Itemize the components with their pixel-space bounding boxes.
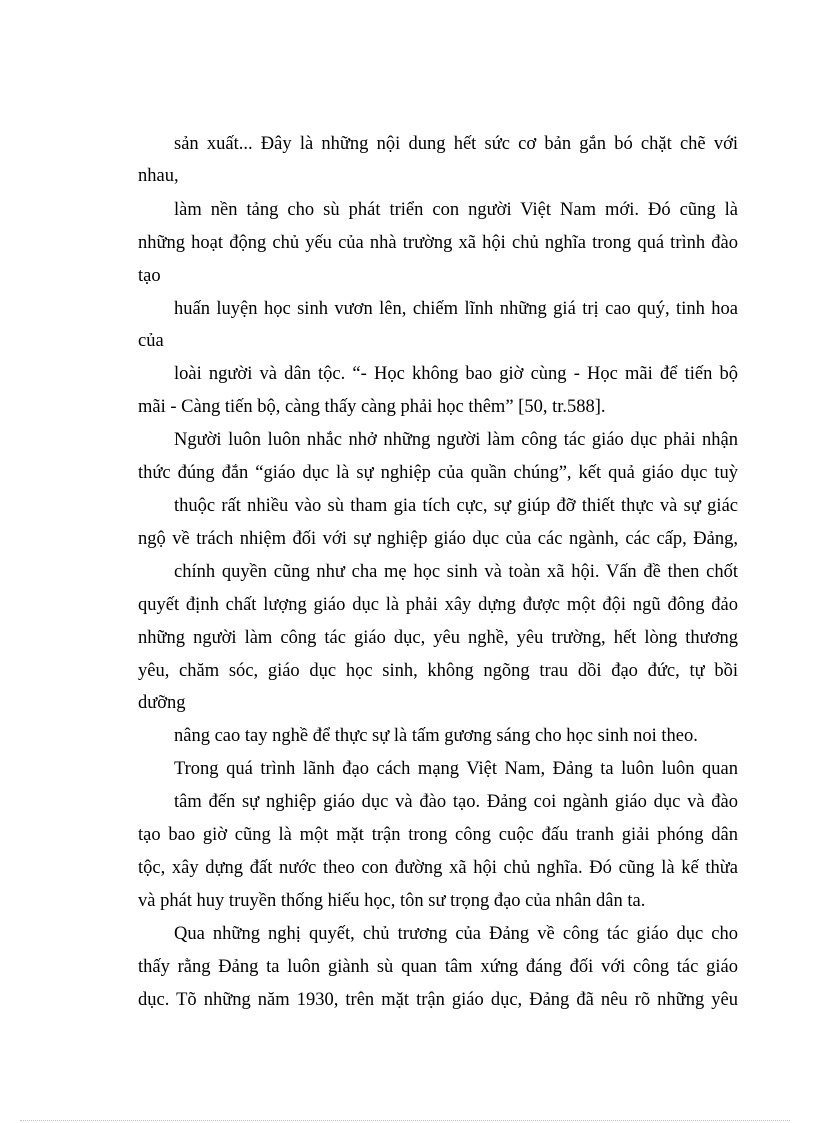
text-line: huấn luyện học sinh vươn lên, chiếm lĩnh những giá trị cao quý, tinh hoa — [174, 299, 738, 319]
text-line: tạo — [138, 266, 161, 286]
text-line: và phát huy truyền thống hiếu học, tôn sư trọng đạo của nhân dân ta. — [138, 891, 646, 911]
text-line: thấy rằng Đảng ta luôn giành sù quan tâm xứng đáng đối với công tác giáo — [138, 957, 738, 977]
text-line: những người làm công tác giáo dục, yêu nghề, yêu trường, hết lòng thương — [138, 628, 738, 648]
text-line: làm nền tảng cho sù phát triển con người Việt Nam mới. Đó cũng là — [174, 200, 738, 220]
page-bottom-divider — [20, 1120, 790, 1121]
text-line: nâng cao tay nghề để thực sự là tấm gương sáng cho học sinh noi theo. — [174, 726, 698, 746]
text-line: thức đúng đắn “giáo dục là sự nghiệp của quần chúng”, kết quả giáo dục tuỳ — [138, 463, 738, 483]
text-line: Qua những nghị quyết, chủ trương của Đảng về công tác giáo dục cho — [174, 924, 738, 944]
text-line: của — [138, 331, 164, 351]
text-line: những hoạt động chủ yếu của nhà trường xã hội chủ nghĩa trong quá trình đào — [138, 233, 738, 253]
text-line: yêu, chăm sóc, giáo dục học sinh, không ngõng trau dồi đạo đức, tự bồi — [138, 661, 738, 681]
text-line: mãi - Càng tiến bộ, càng thấy càng phải học thêm” [50, tr.588]. — [138, 397, 606, 417]
text-line: Người luôn luôn nhắc nhở những người làm công tác giáo dục phải nhận — [174, 430, 738, 450]
text-line: loài người và dân tộc. “- Học không bao giờ cùng - Học mãi để tiến bộ — [174, 364, 738, 384]
text-line: tạo bao giờ cũng là một mặt trận trong công cuộc đấu tranh giải phóng dân — [138, 825, 738, 845]
text-line: nhau, — [138, 166, 179, 186]
text-line: quyết định chất lượng giáo dục là phải xây dựng được một đội ngũ đông đảo — [138, 595, 738, 615]
text-line: Trong quá trình lãnh đạo cách mạng Việt Nam, Đảng ta luôn luôn quan — [174, 759, 738, 779]
text-line: thuộc rất nhiều vào sù tham gia tích cực, sự giúp đỡ thiết thực và sự giác — [174, 496, 738, 516]
text-line: ngộ về trách nhiệm đối với sự nghiệp giáo dục của các ngành, các cấp, Đảng, — [138, 529, 738, 549]
text-line: tâm đến sự nghiệp giáo dục và đào tạo. Đảng coi ngành giáo dục và đào — [174, 792, 738, 812]
text-line: chính quyền cũng như cha mẹ học sinh và toàn xã hội. Vấn đề then chốt — [174, 562, 738, 582]
text-line: dục. Tõ những năm 1930, trên mặt trận giáo dục, Đảng đã nêu rõ những yêu — [138, 990, 738, 1010]
text-line: dưỡng — [138, 693, 186, 713]
text-line: sản xuất... Đây là những nội dung hết sức cơ bản gắn bó chặt chẽ với — [174, 134, 738, 154]
text-line: tộc, xây dựng đất nước theo con đường xã hội chủ nghĩa. Đó cũng là kế thừa — [138, 858, 738, 878]
